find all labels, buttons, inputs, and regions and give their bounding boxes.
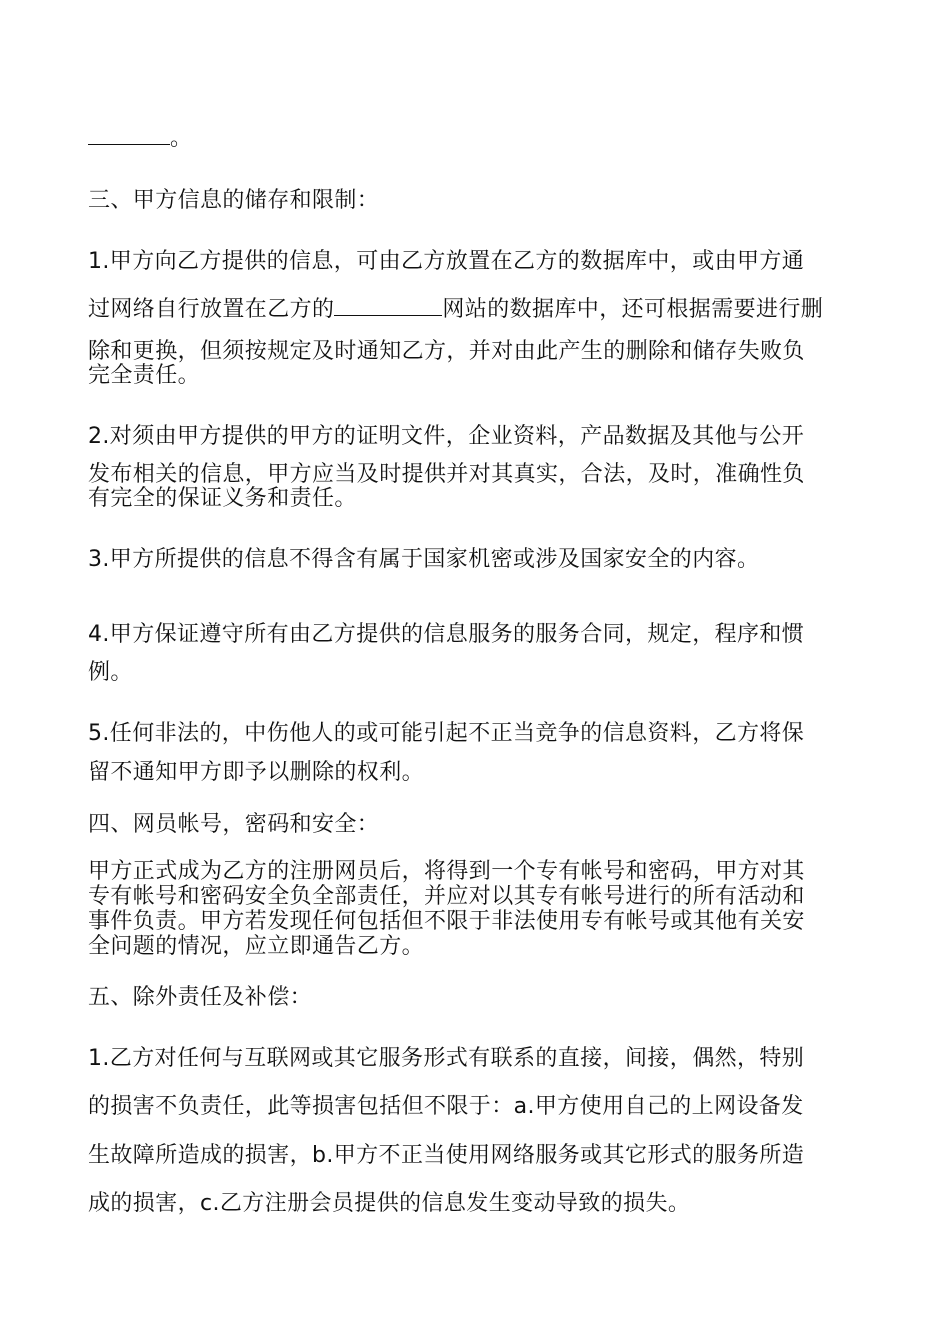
text-line: 专有帐号和密码安全负全部责任，并应对以其专有帐号进行的所有活动和 [88,884,805,909]
text-line: 3.甲方所提供的信息不得含有属于国家机密或涉及国家安全的内容。 [88,547,760,572]
text-line: 发布相关的信息，甲方应当及时提供并对其真实，合法，及时，准确性负 [88,462,805,487]
text-line: 完全责任。 [88,363,201,388]
text-line: 留不通知甲方即予以删除的权利。 [88,760,425,785]
text-line: 有完全的保证义务和责任。 [88,486,357,511]
text-line: 例。 [88,660,133,685]
text-line: 4.甲方保证遵守所有由乙方提供的信息服务的服务合同，规定，程序和惯 [88,622,805,647]
text-line: 甲方正式成为乙方的注册网员后，将得到一个专有帐号和密码，甲方对其 [88,859,805,884]
fill-in-blank [88,126,170,145]
section-heading: 五、除外责任及补偿： [88,985,313,1010]
text-line: 1.乙方对任何与互联网或其它服务形式有联系的直接，间接，偶然，特别 [88,1046,805,1071]
text-line: 2.对须由甲方提供的甲方的证明文件，企业资料，产品数据及其他与公开 [88,424,805,449]
text-line: 除和更换，但须按规定及时通知乙方，并对由此产生的删除和储存失败负 [88,339,805,364]
text-line: 事件负责。甲方若发现任何包括但不限于非法使用专有帐号或其他有关安 [88,909,805,934]
section-heading: 三、甲方信息的储存和限制： [88,188,380,213]
text-line: 成的损害，c.乙方注册会员提供的信息发生变动导致的损失。 [88,1191,691,1216]
text-line: 生故障所造成的损害，b.甲方不正当使用网络服务或其它形式的服务所造 [88,1143,805,1168]
text-line: 1.甲方向乙方提供的信息，可由乙方放置在乙方的数据库中，或由甲方通 [88,249,805,274]
text-line: 的损害不负责任，此等损害包括但不限于：a.甲方使用自己的上网设备发 [88,1094,804,1119]
text-line: 5.任何非法的，中伤他人的或可能引起不正当竞争的信息资料，乙方将保 [88,721,805,746]
text-line: 过网络自行放置在乙方的 网站的数据库中，还可根据需要进行删 [88,297,824,322]
section-heading: 四、网员帐号，密码和安全： [88,812,380,837]
text-line: 全问题的情况，应立即通告乙方。 [88,934,425,959]
fill-in-blank [334,297,442,316]
text-line: 。 [88,126,192,152]
